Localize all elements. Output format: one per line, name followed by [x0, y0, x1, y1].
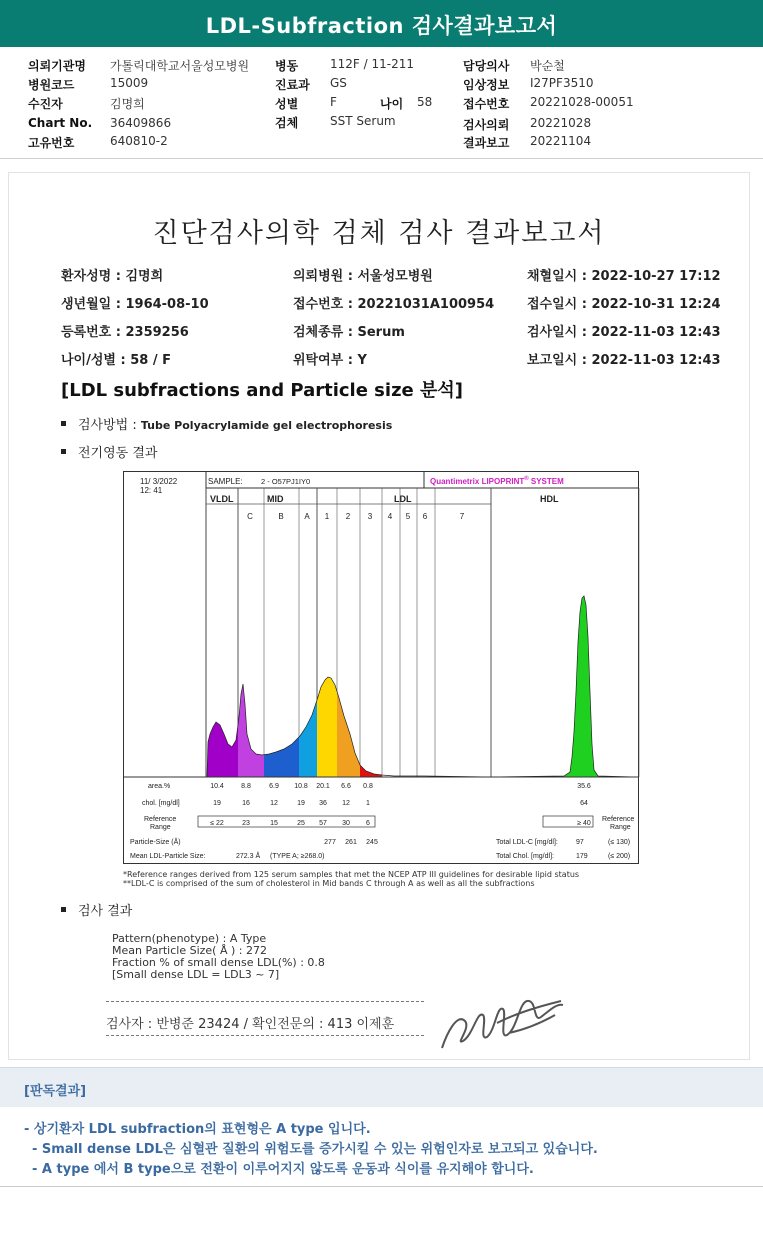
- chart-date: 11/ 3/2022: [140, 477, 178, 486]
- method-value: Tube Polyacrylamide gel electrophoresis: [140, 419, 393, 432]
- ref-value: ≤ 22: [210, 820, 224, 827]
- band-label: B: [278, 512, 284, 521]
- mean-size-value: 272.3 Å: [236, 853, 261, 860]
- patient-field: [61, 265, 163, 284]
- patient-field: [61, 349, 171, 368]
- group-label-vldl: VLDL: [210, 494, 234, 504]
- total-ldl-value: 97: [576, 839, 584, 846]
- result-label: 검사 결과: [78, 904, 133, 919]
- field-label: 접수일시 :: [527, 297, 592, 312]
- field-label: 접수번호 :: [293, 297, 358, 312]
- info-value: 15009: [110, 76, 149, 90]
- field-value: 김명희: [125, 269, 164, 284]
- field-value: 2022-11-03 12:43: [591, 353, 721, 368]
- info-label: 고유번호: [28, 136, 75, 150]
- area-value: 20.1: [316, 783, 330, 790]
- scanned-report: [8, 172, 750, 1060]
- mean-size-type: (TYPE A; ≥268.0): [270, 853, 325, 860]
- field-value: 2022-10-31 12:24: [591, 297, 721, 312]
- chol-value: 36: [319, 800, 327, 807]
- field-label: 의뢰병원 :: [293, 269, 358, 284]
- conclusion-header-band: [0, 1067, 763, 1107]
- divider: [106, 1001, 424, 1002]
- method-label: 검사방법 :: [78, 418, 141, 433]
- title-bar: [0, 0, 763, 47]
- patient-field: [527, 321, 721, 340]
- info-label: 임상정보: [463, 78, 510, 92]
- patient-field: [293, 321, 405, 340]
- field-value: 2022-10-27 17:12: [591, 269, 721, 284]
- row-label-mean: Mean LDL-Particle Size:: [130, 853, 206, 860]
- field-value: 58 / F: [130, 353, 172, 368]
- band-fill-hdl: [207, 596, 639, 777]
- band-label: A: [304, 512, 310, 521]
- row-label-ref: Reference: [144, 816, 177, 823]
- band-label: 5: [405, 512, 411, 521]
- field-value: 1964-08-10: [125, 297, 209, 312]
- conclusion-body: [0, 1107, 763, 1187]
- particle-size: 261: [345, 839, 357, 846]
- chart-time: 12: 41: [140, 486, 163, 495]
- ref-label-right: Range: [610, 824, 631, 831]
- info-value: 640810-2: [110, 134, 168, 148]
- ref-value: 25: [297, 820, 305, 827]
- signature-line: 검사자 : 반병준 23424 / 확인전문의 : 413 이제훈: [106, 1017, 395, 1032]
- info-value: SST Serum: [330, 114, 396, 128]
- page-title: LDL-Subfraction 검사결과보고서: [205, 14, 558, 38]
- info-value: 박순철: [530, 59, 565, 73]
- ref-value: 23: [242, 820, 250, 827]
- info-value: F: [330, 95, 337, 109]
- info-label: 검체: [275, 116, 299, 130]
- patient-field: [527, 293, 721, 312]
- info-value: 20221028-00051: [530, 95, 634, 109]
- area-value: 6.9: [269, 783, 279, 790]
- band-label: 2: [345, 512, 351, 521]
- patient-field: [61, 321, 189, 340]
- band-label: C: [247, 512, 253, 521]
- sample-label: SAMPLE:: [208, 477, 243, 486]
- info-label: 병동: [275, 59, 299, 73]
- field-label: 검체종류 :: [293, 325, 358, 340]
- info-label: 나이: [380, 97, 404, 111]
- ref-value: 6: [366, 820, 370, 827]
- field-label: 채혈일시 :: [527, 269, 592, 284]
- band-label: 4: [387, 512, 393, 521]
- info-label: 진료과: [275, 78, 310, 92]
- ref-label-right: Reference: [602, 816, 635, 823]
- info-value: I27PF3510: [530, 76, 594, 90]
- info-value: 가톨릭대학교서울성모병원: [110, 59, 250, 73]
- area-value: 0.8: [363, 783, 373, 790]
- bullet-icon: [61, 449, 66, 454]
- divider: [0, 158, 763, 159]
- row-label-ref: Range: [150, 824, 171, 831]
- info-label: 병원코드: [28, 78, 75, 92]
- info-label: 검사의뢰: [463, 118, 510, 132]
- total-chol-ref: (≤ 200): [608, 853, 631, 860]
- chol-value: 19: [297, 800, 305, 807]
- info-value: 58: [417, 95, 433, 109]
- total-chol-value: 179: [576, 853, 588, 860]
- field-value: 서울성모병원: [357, 269, 433, 284]
- electrophoresis-line: [61, 442, 157, 461]
- section-title: [LDL subfractions and Particle size 분석]: [61, 380, 464, 401]
- field-value: Serum: [357, 325, 405, 340]
- info-value: 김명희: [110, 97, 145, 111]
- conclusion-title: [판독결과]: [24, 1084, 87, 1099]
- field-label: 환자성명 :: [61, 269, 126, 284]
- patient-field: [293, 265, 433, 284]
- info-label: 결과보고: [463, 136, 510, 150]
- ref-value: ≥ 40: [577, 820, 591, 827]
- group-label-ldl: LDL: [394, 494, 412, 504]
- field-value: 20221031A100954: [357, 297, 495, 312]
- row-label-area: area.%: [148, 783, 171, 790]
- result-item: [Small dense LDL = LDL3 ~ 7]: [112, 968, 280, 981]
- info-label: Chart No.: [28, 116, 93, 130]
- band-label: 3: [367, 512, 373, 521]
- result-item: Pattern(phenotype) : A Type: [112, 932, 267, 945]
- field-value: 2359256: [125, 325, 189, 340]
- field-label: 위탁여부 :: [293, 353, 358, 368]
- total-ldl-label: Total LDL-C [mg/dl]:: [496, 839, 558, 846]
- conclusion-line: - 상기환자 LDL subfraction의 표현형은 A type 입니다.: [24, 1122, 371, 1137]
- particle-size: 277: [324, 839, 336, 846]
- patient-field: [293, 349, 367, 368]
- info-value: GS: [330, 76, 347, 90]
- patient-field: [527, 349, 721, 368]
- footnote: *Reference ranges derived from 125 serum samples that met the NCEP ATP III guidelines for desirable lipid status: [123, 870, 580, 879]
- band-label: 1: [324, 512, 330, 521]
- sample-id: 2 - O57PJ1IY0: [261, 477, 311, 486]
- area-value: 6.6: [341, 783, 351, 790]
- bullet-icon: [61, 907, 66, 912]
- field-label: 생년월일 :: [61, 297, 126, 312]
- result-item: Fraction % of small dense LDL(%) : 0.8: [112, 956, 325, 969]
- chol-value: 12: [270, 800, 278, 807]
- chol-value: 19: [213, 800, 221, 807]
- total-ldl-ref: (≤ 130): [608, 839, 631, 846]
- info-label: 수진자: [28, 97, 63, 111]
- chol-value: 12: [342, 800, 350, 807]
- field-value: Y: [357, 353, 367, 368]
- signature-mark: [437, 993, 567, 1053]
- bullet-icon: [61, 421, 66, 426]
- band-label: 6: [422, 512, 428, 521]
- info-label: 성별: [275, 97, 299, 111]
- info-value: 112F / 11-211: [330, 57, 414, 71]
- row-label-chol: chol. [mg/dl]: [142, 800, 180, 807]
- area-value: 8.8: [241, 783, 251, 790]
- group-label-mid: MID: [267, 494, 284, 504]
- field-label: 나이/성별 :: [61, 353, 131, 368]
- result-item: Mean Particle Size( Å ) : 272: [112, 944, 267, 957]
- brand-logo: Quantimetrix LIPOPRINT® SYSTEM: [430, 476, 564, 486]
- patient-field: [527, 265, 721, 284]
- divider: [106, 1035, 424, 1036]
- particle-size: 245: [366, 839, 378, 846]
- chol-value: 64: [580, 800, 588, 807]
- info-value: 20221028: [530, 116, 592, 130]
- ref-value: 57: [319, 820, 327, 827]
- result-line: [61, 900, 132, 919]
- row-label-size: Particle-Size (Å): [130, 839, 181, 846]
- lipoprint-chart: [123, 471, 639, 864]
- patient-field: [293, 293, 494, 312]
- chol-value: 1: [366, 800, 370, 807]
- info-label: 의뢰기관명: [28, 59, 86, 73]
- info-value: 20221104: [530, 134, 592, 148]
- conclusion-line: - A type 에서 B type으로 전환이 이루어지지 않도록 운동과 식이를 유지해야 합니다.: [32, 1162, 534, 1177]
- chart-svg: [124, 472, 640, 865]
- info-label: 담당의사: [463, 59, 510, 73]
- band-label: 7: [459, 512, 465, 521]
- method-line: [61, 414, 392, 433]
- field-label: 보고일시 :: [527, 353, 592, 368]
- field-label: 등록번호 :: [61, 325, 126, 340]
- conclusion-line: - Small dense LDL은 심혈관 질환의 위험도를 증가시킬 수 있는 위험인자로 보고되고 있습니다.: [32, 1142, 598, 1157]
- field-value: 2022-11-03 12:43: [591, 325, 721, 340]
- ref-value: 15: [270, 820, 278, 827]
- total-chol-label: Total Chol. [mg/dl]:: [496, 853, 554, 860]
- area-value: 10.8: [294, 783, 308, 790]
- electrophoresis-label: 전기영동 결과: [78, 446, 158, 461]
- group-label-hdl: HDL: [540, 494, 559, 504]
- area-value: 35.6: [577, 783, 591, 790]
- footnote: **LDL-C is comprised of the sum of cholesterol in Mid bands C through A as well as all the subfractions: [123, 879, 535, 888]
- report-title: 진단검사의학 검체 검사 결과보고서: [152, 218, 606, 249]
- info-label: 접수번호: [463, 97, 510, 111]
- area-value: 10.4: [210, 783, 224, 790]
- patient-field: [61, 293, 209, 312]
- ref-value: 30: [342, 820, 350, 827]
- field-label: 검사일시 :: [527, 325, 592, 340]
- info-value: 36409866: [110, 116, 172, 130]
- chol-value: 16: [242, 800, 250, 807]
